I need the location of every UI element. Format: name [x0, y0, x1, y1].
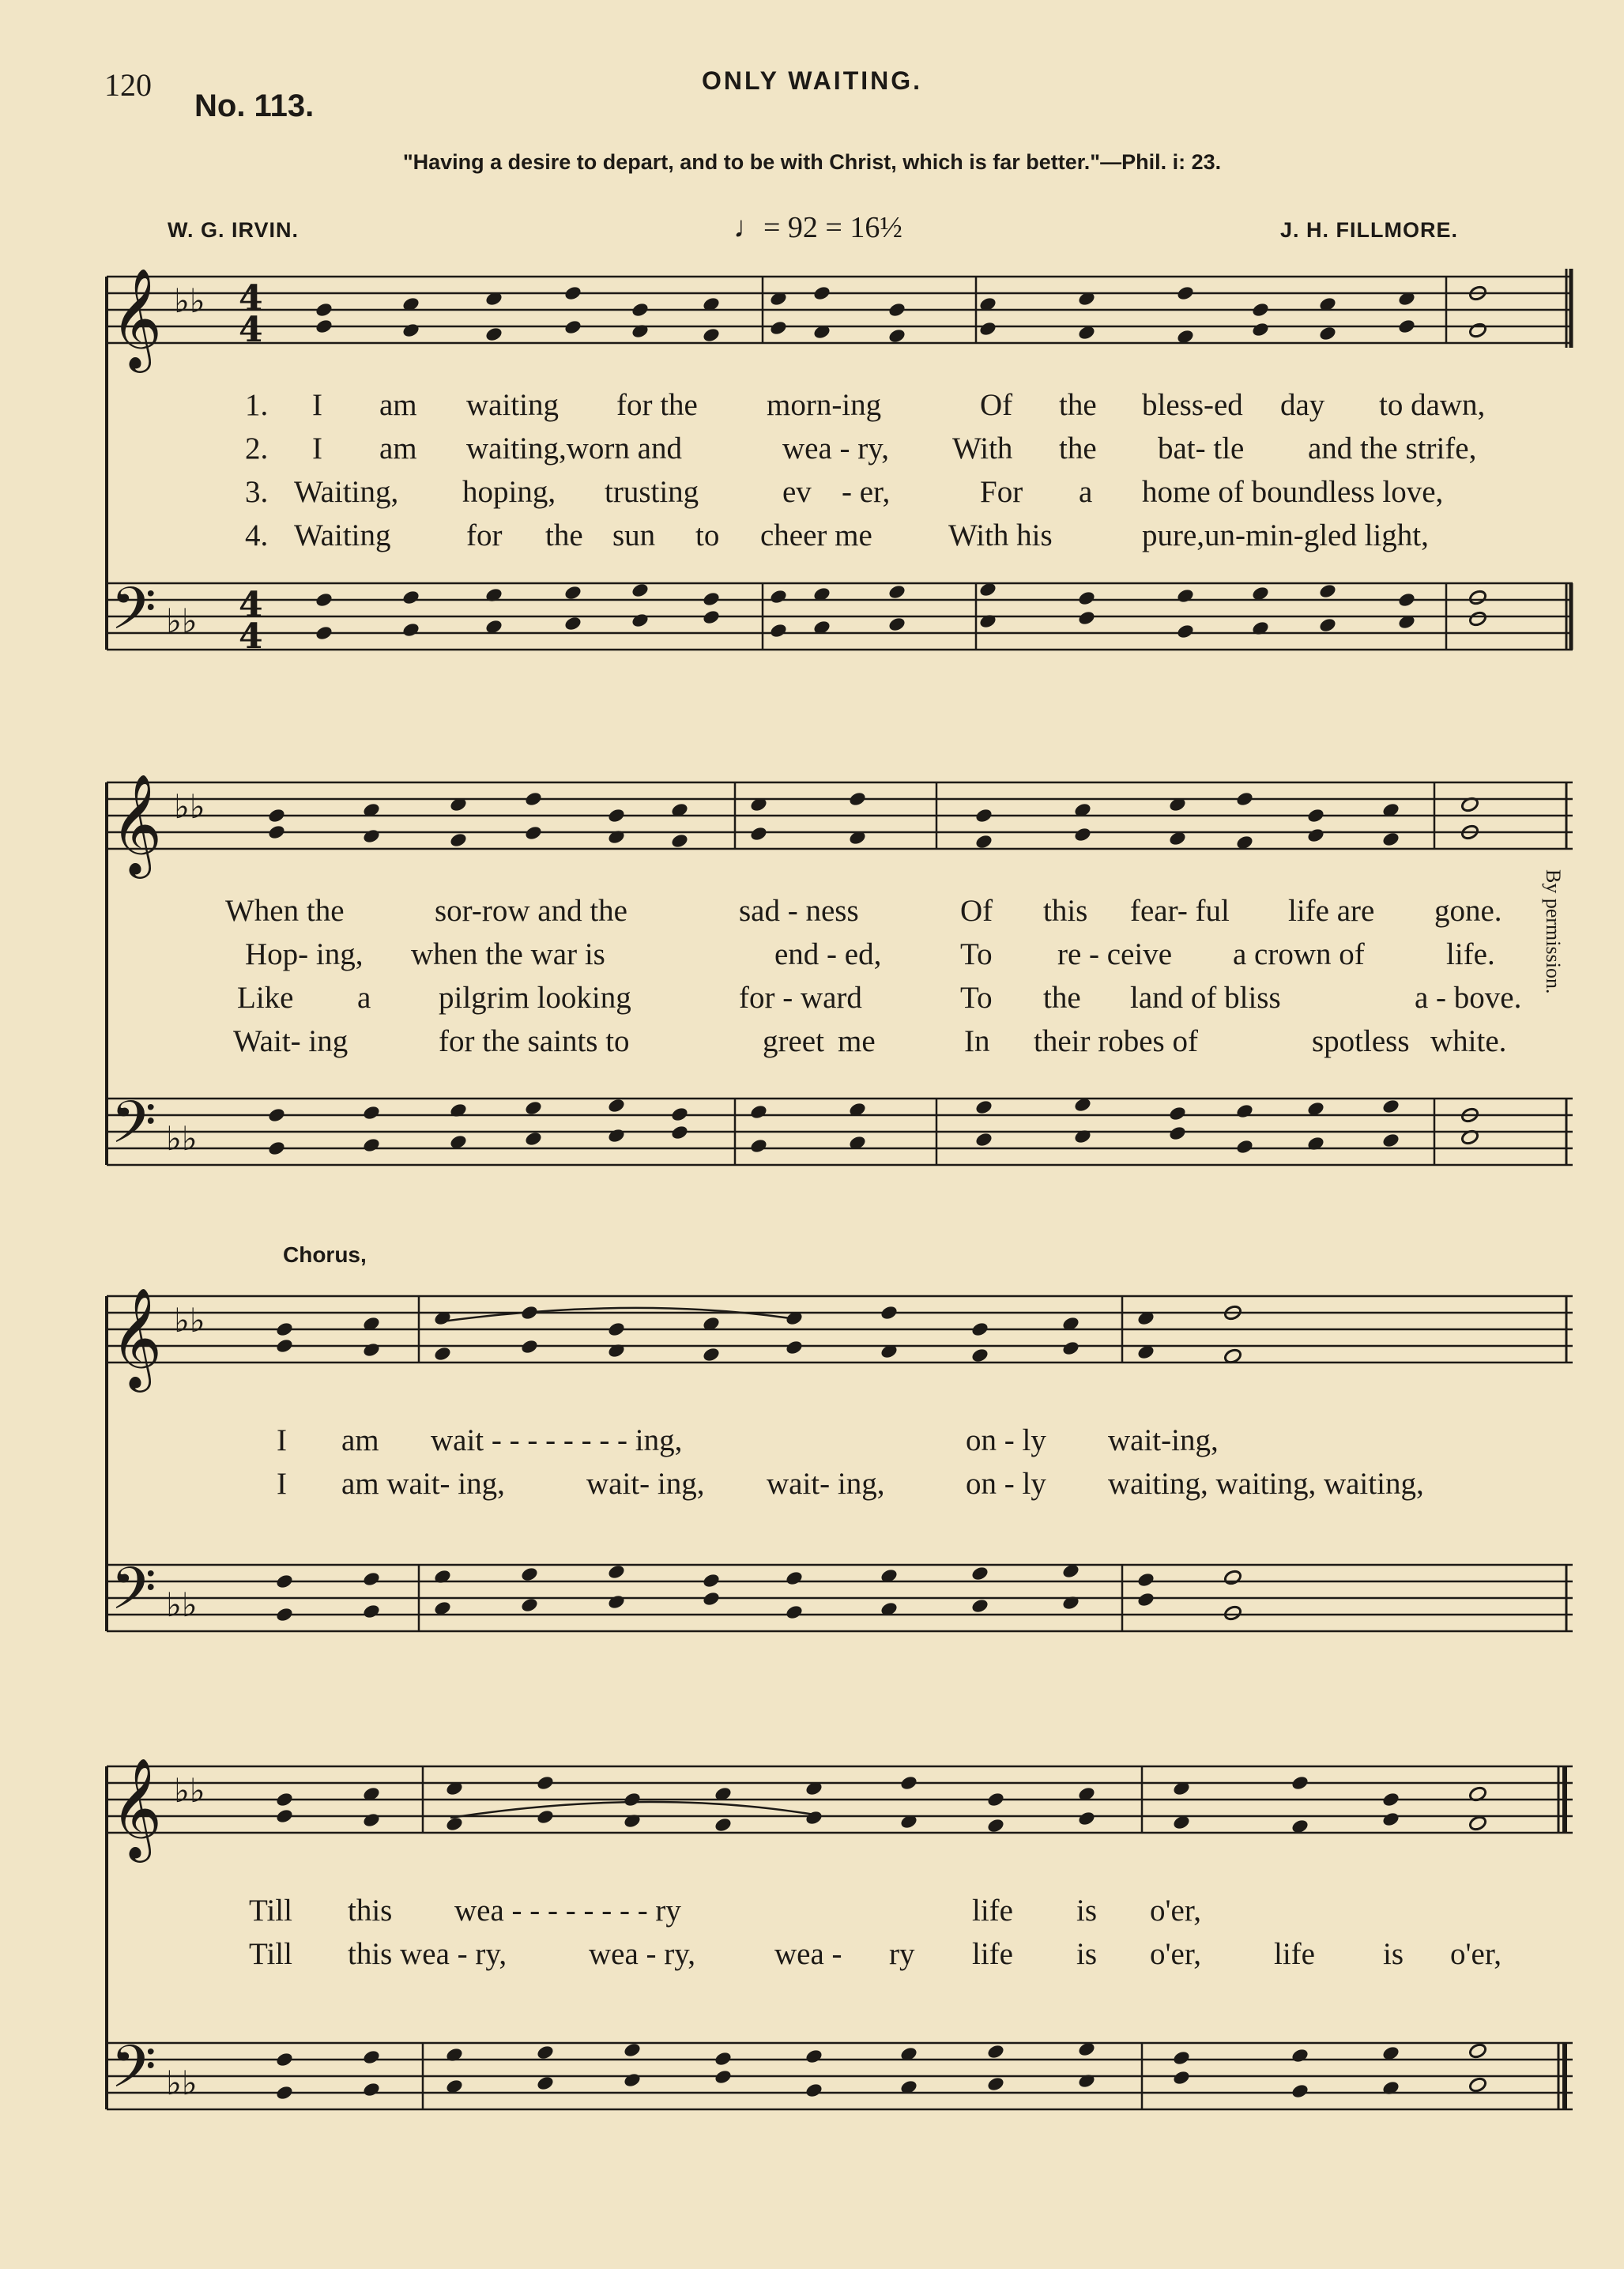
note-head [1136, 1591, 1155, 1608]
verse-line-2: 2. I am waiting,worn and wea - ry, With the bat- tle and the strife, [245, 432, 1477, 465]
note-head [536, 1808, 555, 1825]
final-line-2: Till this wea - ry, wea - ry, wea - ry life is o'er, life is o'er, [249, 1937, 1502, 1971]
note-head [1468, 322, 1487, 338]
note-head [1318, 325, 1337, 341]
note-head [1077, 1810, 1096, 1826]
svg-text:4: 4 [239, 616, 263, 657]
note-head [970, 1597, 989, 1614]
note-head [433, 1345, 452, 1362]
epigraph: "Having a desire to depart, and to be with Christ, which is far better."—Phil. i: 23. [402, 150, 1222, 174]
note-head [275, 1807, 294, 1824]
note-head [524, 790, 543, 807]
note-head [275, 1573, 294, 1589]
note-head [607, 828, 626, 845]
system-4-treble-staff [107, 1766, 1573, 1833]
note-head [1468, 589, 1487, 605]
note-head [536, 2075, 555, 2091]
svg-text:♭♭: ♭♭ [166, 1119, 198, 1158]
note-head [1176, 587, 1195, 604]
note-head [1381, 831, 1400, 847]
note-head [702, 1590, 721, 1607]
note-head [1306, 827, 1325, 843]
note-head [1468, 610, 1487, 627]
note-head [749, 1137, 768, 1154]
chorus-line-1: I am wait - - - - - - - - ing, on - ly wait-ing, [277, 1423, 1219, 1457]
note-head [769, 319, 788, 336]
note-head [315, 301, 333, 318]
verse-line-6: Hop- ing, when the war is end - ed, To re - ceive a crown of life. [245, 937, 1495, 971]
note-head [520, 1304, 539, 1321]
note-head [607, 1593, 626, 1610]
verse-line-3: 3. Waiting, hoping, trusting ev - er, For a home of boundless love, [245, 475, 1444, 509]
note-head [714, 2050, 733, 2067]
note-head [880, 1304, 899, 1321]
note-head [275, 1606, 294, 1623]
note-head [607, 1563, 626, 1580]
note-head [1306, 1135, 1325, 1151]
note-head [449, 1102, 468, 1118]
note-head [1077, 609, 1096, 626]
note-head [631, 582, 650, 598]
note-head [275, 2084, 294, 2101]
note-head [974, 1099, 993, 1115]
note-head [1223, 1604, 1242, 1621]
note-head [1073, 1128, 1092, 1144]
note-head [1172, 2049, 1191, 2066]
note-head [1235, 790, 1254, 807]
note-head [520, 1338, 539, 1355]
svg-text:♭♭: ♭♭ [166, 1585, 198, 1624]
note-head [445, 1815, 464, 1832]
note-head [1291, 2082, 1309, 2099]
permission-note: By permission. [1542, 869, 1565, 994]
chorus-label: Chorus, [283, 1242, 367, 1267]
note-head [607, 1321, 626, 1337]
note-head [1223, 1569, 1242, 1585]
note-head [1251, 301, 1270, 318]
note-head [623, 1791, 642, 1807]
note-head [670, 1106, 689, 1122]
note-head [484, 586, 503, 603]
final-line-1: Till this wea - - - - - - - - ry life is o'er, [249, 1894, 1202, 1928]
author-credit: W. G. IRVIN. [168, 218, 300, 242]
note-head [887, 583, 906, 600]
note-head [1306, 807, 1325, 824]
note-head [1468, 2042, 1487, 2059]
svg-text:𝄞: 𝄞 [111, 1287, 163, 1388]
quarter-note-icon: ♩ [733, 211, 763, 244]
note-head [1077, 2072, 1096, 2089]
note-head [315, 624, 333, 641]
note-head [986, 2075, 1005, 2092]
tempo-marking: ♩= 92 = 16½ [733, 211, 902, 244]
flat-icon: ♭♭ [174, 281, 205, 320]
note-head [702, 609, 721, 625]
note-head [362, 1136, 381, 1153]
svg-text:𝄢: 𝄢 [111, 1088, 156, 1171]
note-head [1397, 591, 1416, 608]
note-head [631, 301, 650, 318]
note-head [769, 622, 788, 639]
note-head [520, 1596, 539, 1613]
note-head [563, 285, 582, 301]
note-head [563, 318, 582, 335]
note-head [970, 1321, 989, 1337]
note-head [887, 616, 906, 632]
note-head [433, 1568, 452, 1585]
note-head [275, 1791, 294, 1807]
note-head [1291, 1774, 1309, 1791]
note-head [749, 1103, 768, 1120]
note-head [702, 326, 721, 343]
note-head [804, 1809, 823, 1826]
note-head [1381, 1132, 1400, 1148]
note-head [986, 2043, 1005, 2060]
note-head [362, 1341, 381, 1358]
note-head [362, 1104, 381, 1121]
note-head [714, 1816, 733, 1833]
note-head [1235, 1138, 1254, 1155]
note-head [1235, 1102, 1254, 1119]
svg-text:4: 4 [239, 310, 263, 350]
verse-line-5: When the sor-row and the sad - ness Of this fear- ful life are gone. [225, 894, 1502, 928]
note-head [445, 2046, 464, 2063]
note-head [670, 832, 689, 849]
note-head [401, 621, 420, 638]
note-head [714, 2068, 733, 2085]
note-head [536, 1774, 555, 1791]
note-head [631, 322, 650, 339]
note-head [563, 584, 582, 601]
note-head [362, 2049, 381, 2065]
note-head [970, 1347, 989, 1363]
note-head [749, 825, 768, 842]
note-head [1073, 826, 1092, 842]
note-head [1251, 321, 1270, 337]
note-head [401, 589, 420, 605]
note-head [275, 2051, 294, 2067]
note-head [702, 1572, 721, 1589]
verse-line-7: Like a pilgrim looking for - ward To the land of bliss a - bove. [237, 981, 1522, 1015]
note-head [1318, 616, 1337, 633]
note-head [524, 824, 543, 841]
note-head [623, 2041, 642, 2058]
note-head [362, 1811, 381, 1828]
note-head [623, 2071, 642, 2088]
svg-text:𝄢: 𝄢 [111, 1555, 156, 1638]
note-head [986, 1817, 1005, 1834]
note-head [812, 285, 831, 301]
note-head [275, 1321, 294, 1337]
note-head [607, 1097, 626, 1114]
note-head [702, 590, 721, 607]
note-head [978, 612, 997, 629]
note-head [1318, 582, 1337, 599]
note-head [275, 1337, 294, 1354]
note-head [1168, 1105, 1187, 1121]
note-head [1291, 2047, 1309, 2064]
note-head [1468, 1815, 1487, 1831]
svg-text:♭♭: ♭♭ [174, 1301, 205, 1340]
note-head [785, 1570, 804, 1586]
note-head [607, 807, 626, 824]
note-head [623, 1812, 642, 1829]
note-head [362, 827, 381, 844]
note-head [1061, 1594, 1080, 1611]
note-head [267, 824, 286, 840]
note-head [267, 1106, 286, 1123]
svg-text:♭♭: ♭♭ [174, 1771, 205, 1810]
verse-line-8: Wait- ing for the saints to greet me In their robes of spotless white. [233, 1024, 1507, 1058]
note-head [785, 1604, 804, 1620]
note-head [1176, 623, 1195, 639]
note-head [769, 588, 788, 605]
svg-text:4: 4 [239, 585, 263, 625]
bass-clef-icon: 𝄢 [111, 575, 156, 658]
note-head [887, 301, 906, 318]
note-head [1176, 285, 1195, 301]
note-head [362, 1603, 381, 1619]
hymn-title: ONLY WAITING. [701, 66, 923, 95]
page-number: 120 [104, 67, 152, 103]
system-2-bass-staff [107, 1099, 1573, 1165]
chorus-line-2: I am wait- ing, wait- ing, wait- ing, on - ly waiting, waiting, waiting, [277, 1467, 1424, 1501]
note-head [1077, 590, 1096, 606]
note-head [520, 1566, 539, 1582]
note-head [1172, 2069, 1191, 2086]
svg-text:𝄢: 𝄢 [111, 2033, 156, 2116]
note-head [1168, 1125, 1187, 1141]
note-head [1251, 620, 1270, 636]
svg-text:4: 4 [239, 278, 263, 318]
svg-text:♭♭: ♭♭ [166, 2064, 198, 2102]
note-head [1381, 1791, 1400, 1807]
composer-credit: J. H. FILLMORE. [1280, 218, 1459, 242]
note-head [978, 320, 997, 337]
system-4-bass-staff [107, 2043, 1573, 2109]
note-head [524, 1130, 543, 1147]
note-head [607, 1342, 626, 1359]
system-2-treble-staff [107, 782, 1573, 849]
note-head [563, 615, 582, 631]
note-head [670, 1124, 689, 1140]
note-head [267, 807, 286, 824]
hymn-number: No. 113. [194, 89, 315, 123]
system-3-treble-staff [107, 1296, 1573, 1363]
note-head [1381, 2079, 1400, 2096]
note-head [401, 322, 420, 338]
note-head [484, 326, 503, 342]
note-head [1468, 2076, 1487, 2093]
note-head [974, 1131, 993, 1148]
note-head [362, 1570, 381, 1587]
note-head [974, 833, 993, 850]
verse-line-4: 4. Waiting for the sun to cheer me With his pure,un-min-gled light, [245, 518, 1429, 552]
note-head [804, 2048, 823, 2064]
note-head [1136, 1571, 1155, 1588]
note-head [315, 318, 333, 334]
verse-line-1: 1. I am waiting for the morn-ing Of the bless-ed day to dawn, [245, 388, 1486, 422]
note-head [631, 612, 650, 628]
note-head [607, 1127, 626, 1144]
svg-text:♭♭: ♭♭ [174, 787, 205, 826]
note-head [1381, 1811, 1400, 1827]
note-head [362, 2081, 381, 2098]
system-1-bass-staff [107, 583, 1573, 650]
note-head [804, 2082, 823, 2098]
note-head [536, 2044, 555, 2060]
note-head [986, 1791, 1005, 1807]
note-head [267, 1140, 286, 1156]
note-head [887, 327, 906, 344]
note-head [970, 1565, 989, 1581]
note-head [702, 1346, 721, 1363]
note-head [1397, 318, 1416, 334]
note-head [899, 1774, 918, 1791]
note-head [449, 831, 468, 848]
note-head [785, 1339, 804, 1355]
note-head [1061, 1340, 1080, 1356]
system-3-bass-staff [107, 1565, 1573, 1631]
note-head [315, 591, 333, 608]
treble-clef-icon: 𝄞 [111, 267, 163, 368]
svg-text:𝄞: 𝄞 [111, 773, 163, 874]
svg-text:♭♭: ♭♭ [166, 601, 198, 640]
note-head [524, 1099, 543, 1116]
svg-text:𝄞: 𝄞 [111, 1757, 163, 1858]
note-head [974, 807, 993, 824]
note-head [1381, 1098, 1400, 1114]
note-head [848, 790, 867, 807]
